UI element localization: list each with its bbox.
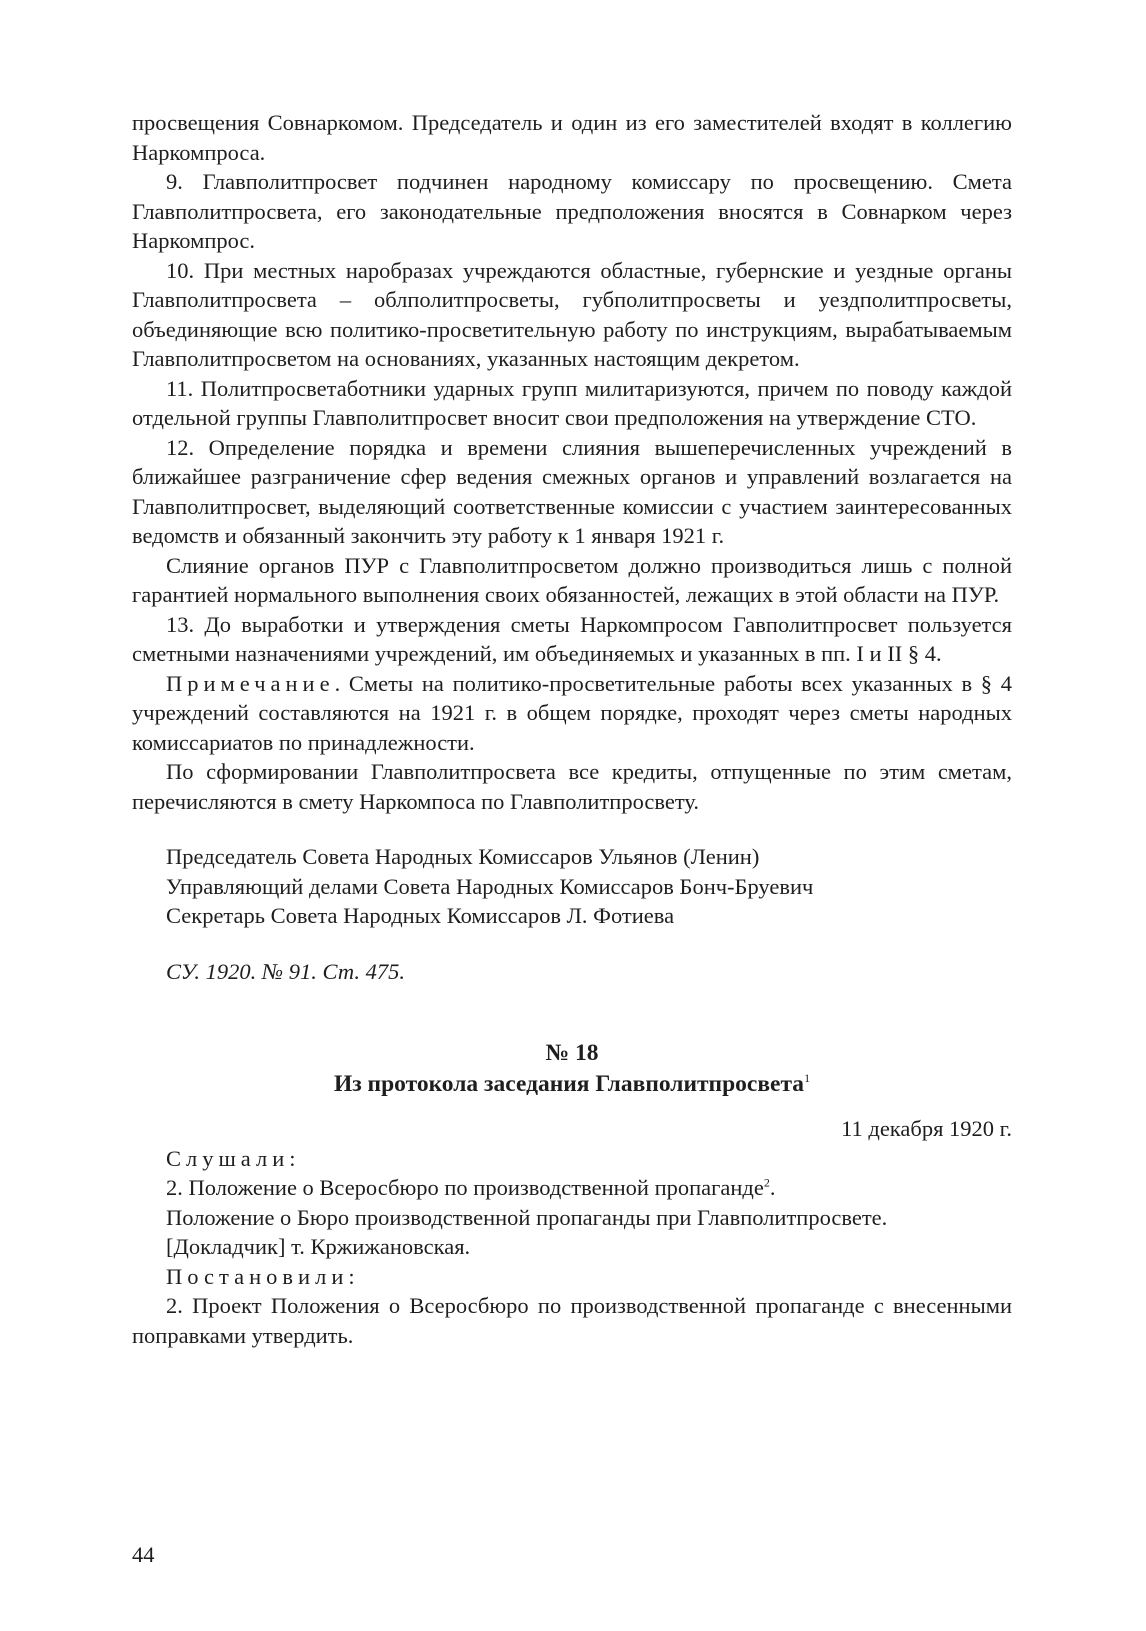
page-number: 44	[132, 1542, 155, 1567]
decided-label: Постановили:	[166, 1263, 360, 1289]
note-text: . Сметы на политико-просветительные работы всех указанных в § 4 учреждений составляются на 1921 г. в общем порядке, проходят через сметы народных комиссариатов по принадлежности.	[132, 670, 1012, 755]
paragraph-13: 13. До выработки и утверждения сметы Наркомпросом Гавполитпросвет пользуется сметными назначениями учреждений, им объединяемых и указанных в пп. I и II § 4.	[132, 611, 1012, 666]
paragraph-12-continued: Слияние органов ПУР с Главполитпросветом должно производиться лишь с полной гарантией нормального выполнения своих обязанностей, лежащих в этой области на ПУР.	[132, 552, 1012, 607]
note-paragraph	[132, 669, 1012, 758]
paragraph-final: По сформировании Главполитпросвета все кредиты, отпущенные по этим сметам, перечисляются в смету Наркомпоса по Главполитпросвету.	[132, 759, 1012, 814]
signature-chairman: Председатель Совета Народных Комиссаров Ульянов (Ленин)	[166, 844, 760, 869]
source-citation: СУ. 1920. № 91. Ст. 475.	[166, 958, 405, 984]
signature-manager: Управляющий делами Совета Народных Комиссаров Бонч-Бруевич	[166, 873, 814, 899]
note-label: Примечание	[166, 670, 335, 696]
heard-item-text: 2. Положение о Всеросбюро по производственной пропаганде	[166, 1175, 764, 1200]
paragraph-continuation: просвещения Совнаркомом. Председатель и один из его заместителей входят в коллегию Наркомпроса.	[132, 110, 1012, 165]
heard-line-2: Положение о Бюро производственной пропаганды при Главполитпросвете.	[166, 1204, 888, 1230]
document-title	[132, 1069, 1012, 1100]
paragraph-11: 11. Политпросветаботники ударных групп милитаризуются, причем по поводу каждой отдельной группы Главполитпросвет вносит свои предположения на утверждение СТО.	[132, 375, 1012, 430]
heard-label: Слушали:	[166, 1145, 301, 1171]
heard-speaker: [Докладчик] т. Кржижановская.	[166, 1234, 471, 1259]
document-heading	[132, 1038, 1012, 1100]
footnote-marker-2: 2	[763, 1175, 770, 1190]
document-date: 11 декабря 1920 г.	[841, 1116, 1012, 1141]
signature-secretary: Секретарь Совета Народных Комиссаров Л. Фотиева	[166, 903, 675, 928]
paragraph-10: 10. При местных наробразах учреждаются областные, губернские и уездные органы Главполитпросвета – облполитпросветы, губполитпросветы и уездполитпросветы, объединяющие всю политико-просветительную работу по инструкциям, вырабатываемым Главполитпросветом на основаниях, указанных настоящим декретом.	[132, 257, 1012, 371]
document-number: № 18	[545, 1040, 599, 1066]
signature-block	[132, 842, 1012, 931]
paragraph-9: 9. Главполитпросвет подчинен народному комиссару по просвещению. Смета Главполитпросвета, его законодательные предположения вносятся в Совнарком через Наркомпрос.	[132, 169, 1012, 253]
document-title-text: Из протокола заседания Главполитпросвета	[333, 1071, 805, 1097]
paragraph-12: 12. Определение порядка и времени слияния вышеперечисленных учреждений в ближайшее разграничение сфер ведения смежных органов и управлений возлагается на Главполитпросвет, выделяющий соответственные комиссии с участием заинтересованных ведомств и обязанный закончить эту работу к 1 января 1921 г.	[132, 434, 1012, 548]
footnote-marker-1: 1	[804, 1071, 811, 1086]
heard-item-end: .	[769, 1175, 776, 1200]
heard-item	[132, 1173, 1012, 1203]
decided-item: 2. Проект Положения о Всеросбюро по производственной пропаганде с внесенными поправками утвердить.	[132, 1293, 1012, 1348]
page-body	[132, 108, 1012, 1350]
